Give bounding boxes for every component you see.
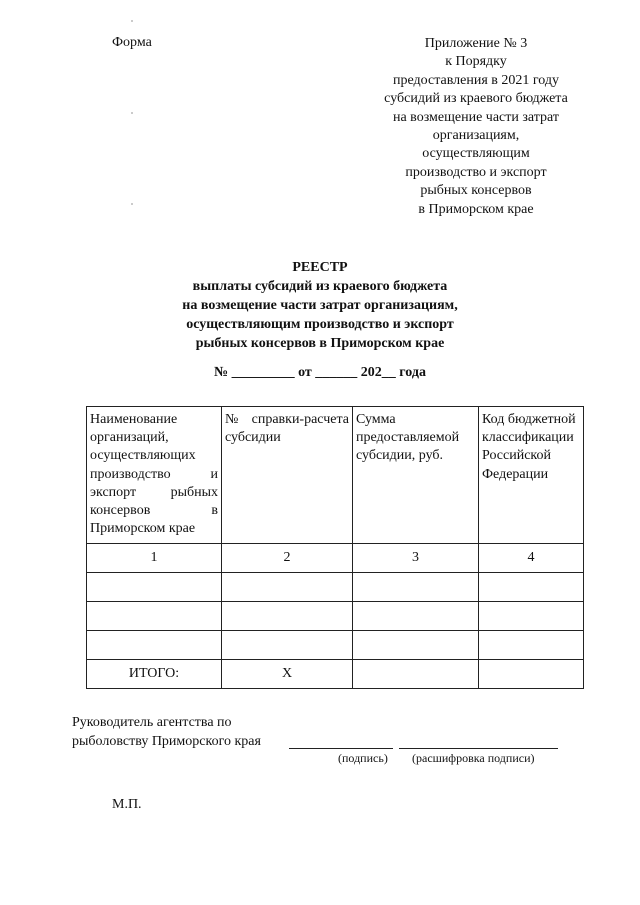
- title-line: на возмещение части затрат организациям,: [182, 298, 458, 313]
- table-cell: [87, 573, 222, 602]
- signer-title: [72, 713, 261, 751]
- header-cell-certificate-number: № справки-расчета субсидии: [222, 407, 353, 544]
- appendix-line: субсидий из краевого бюджета: [384, 91, 568, 107]
- stamp-placeholder: М.П.: [112, 797, 142, 812]
- decoding-line: [399, 748, 558, 749]
- header-cell-budget-code: Код бюджетной классификации Российской Федерации: [479, 407, 584, 544]
- appendix-block: [352, 35, 600, 219]
- table-cell: [87, 602, 222, 631]
- column-number: 4: [479, 544, 584, 573]
- scan-dot: [131, 112, 133, 114]
- column-number: 1: [87, 544, 222, 573]
- table-header-row: [87, 407, 584, 544]
- table-row: [87, 573, 584, 602]
- column-number-row: [87, 544, 584, 573]
- signer-line: Руководитель агентства по: [72, 715, 232, 730]
- appendix-line: на возмещение части затрат: [392, 109, 560, 125]
- table-cell: [87, 631, 222, 660]
- header-cell-organization: Наименование организаций, осуществляющих производство и экспорт рыбных консервов в Приморском крае: [87, 407, 222, 544]
- appendix-line: рыбных консервов: [420, 183, 532, 199]
- table-cell: [222, 573, 353, 602]
- title-line: осуществляющим производство и экспорт: [186, 317, 454, 332]
- registry-number-line: № _________ от ______ 202__ года: [214, 365, 426, 380]
- total-amount-cell: [353, 660, 479, 689]
- table-cell: [353, 573, 479, 602]
- signer-line: рыболовству Приморского края: [72, 734, 261, 749]
- table-cell: [479, 573, 584, 602]
- decoding-caption: (расшифровка подписи): [412, 751, 535, 765]
- table-cell: [479, 631, 584, 660]
- table-cell: [353, 602, 479, 631]
- column-number: 3: [353, 544, 479, 573]
- document-title: [150, 258, 490, 353]
- title-line: РЕЕСТР: [292, 260, 348, 275]
- form-label: Форма: [112, 35, 152, 50]
- appendix-line: организациям,: [432, 128, 520, 144]
- signature-line: [289, 748, 393, 749]
- total-row: [87, 660, 584, 689]
- appendix-line: Приложение № 3: [424, 36, 528, 51]
- total-code-cell: [479, 660, 584, 689]
- total-mark: Х: [222, 660, 353, 689]
- appendix-line: осуществляющим: [422, 146, 530, 162]
- table-row: [87, 602, 584, 631]
- appendix-line: в Приморском крае: [418, 201, 534, 217]
- appendix-line: предоставления в 2021 году: [393, 72, 559, 88]
- registry-table: [86, 406, 584, 689]
- column-number: 2: [222, 544, 353, 573]
- header-cell-subsidy-amount: Сумма предоставляемой субсидии, руб.: [353, 407, 479, 544]
- title-line: выплаты субсидий из краевого бюджета: [192, 279, 448, 294]
- scan-dot: [131, 20, 133, 22]
- table-cell: [353, 631, 479, 660]
- table-cell: [222, 602, 353, 631]
- scan-dot: [131, 203, 133, 205]
- signature-caption: (подпись): [338, 751, 388, 765]
- appendix-line: производство и экспорт: [405, 164, 547, 180]
- total-label: ИТОГО:: [87, 660, 222, 689]
- table-row: [87, 631, 584, 660]
- appendix-line: к Порядку: [445, 54, 507, 70]
- table-cell: [479, 602, 584, 631]
- title-line: рыбных консервов в Приморском крае: [195, 336, 445, 351]
- table-cell: [222, 631, 353, 660]
